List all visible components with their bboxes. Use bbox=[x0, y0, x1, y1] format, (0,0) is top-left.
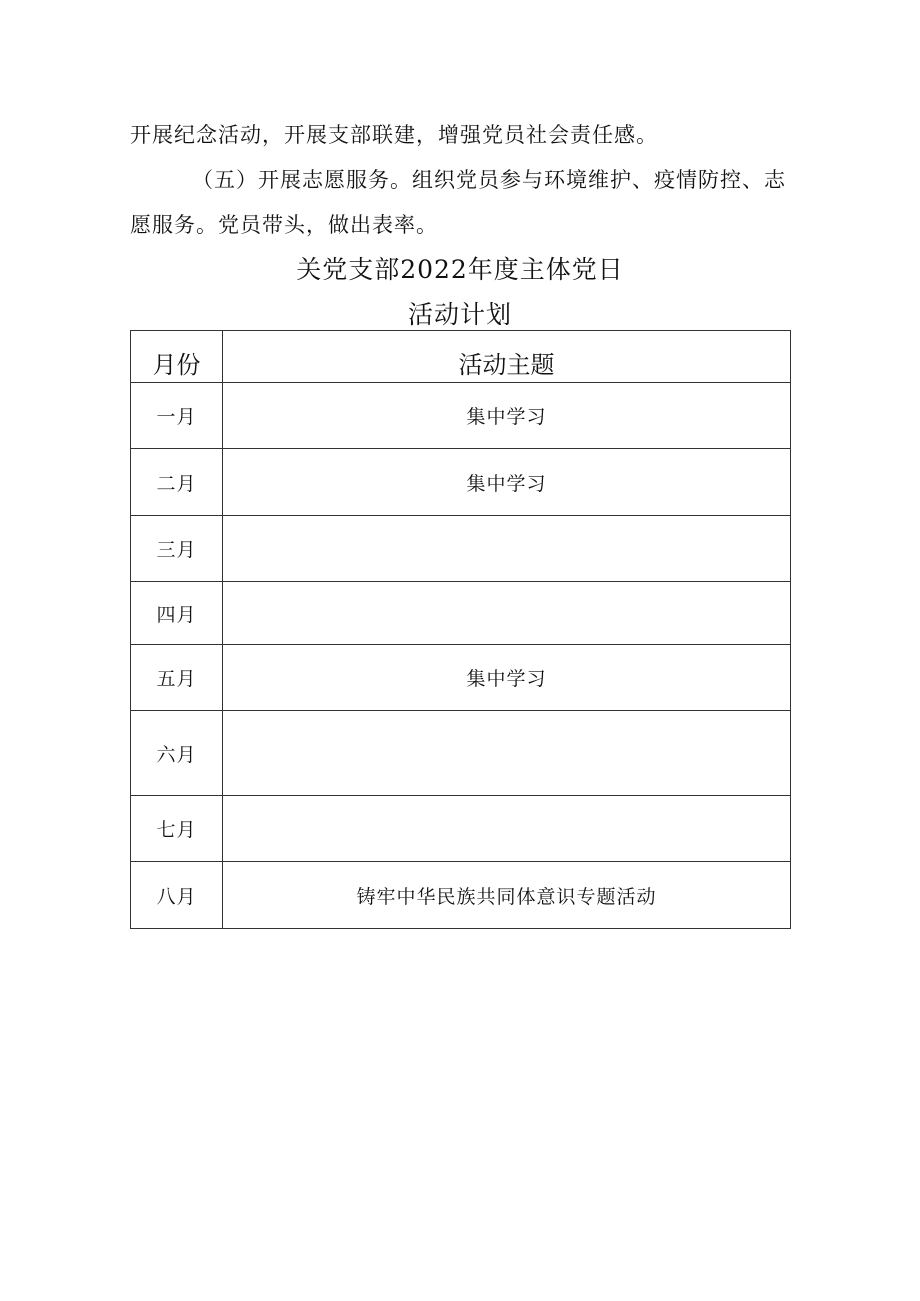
table-row bbox=[131, 516, 791, 582]
body-paragraph-1: 开展纪念活动，开展支部联建，增强党员社会责任感。 bbox=[130, 123, 658, 147]
month-cell: 二月 bbox=[131, 449, 223, 516]
document-title: 关党支部2022年度主体党日 bbox=[296, 255, 624, 284]
month-cell: 八月 bbox=[131, 862, 223, 929]
month-cell: 五月 bbox=[131, 645, 223, 711]
month-cell: 七月 bbox=[131, 796, 223, 862]
table-row bbox=[131, 711, 791, 796]
table-row bbox=[131, 449, 791, 516]
month-cell: 三月 bbox=[131, 516, 223, 582]
topic-cell: 集中学习 bbox=[223, 383, 791, 449]
table-header-row bbox=[131, 331, 791, 383]
topic-cell bbox=[223, 516, 791, 582]
document-subtitle: 活动计划 bbox=[407, 300, 512, 329]
month-cell: 一月 bbox=[131, 383, 223, 449]
header-month: 月份 bbox=[131, 331, 223, 383]
topic-cell: 铸牢中华民族共同体意识专题活动 bbox=[223, 862, 791, 929]
table-row bbox=[131, 796, 791, 862]
table-row bbox=[131, 383, 791, 449]
topic-cell bbox=[223, 711, 791, 796]
activity-plan-table bbox=[130, 330, 791, 929]
table-row bbox=[131, 862, 791, 929]
table-row bbox=[131, 582, 791, 645]
topic-cell bbox=[223, 796, 791, 862]
month-cell: 六月 bbox=[131, 711, 223, 796]
month-cell: 四月 bbox=[131, 582, 223, 645]
topic-cell bbox=[223, 582, 791, 645]
topic-cell: 集中学习 bbox=[223, 645, 791, 711]
table-row bbox=[131, 645, 791, 711]
header-topic: 活动主题 bbox=[223, 331, 791, 383]
body-paragraph-2: （五）开展志愿服务。组织党员参与环境维护、疫情防控、志愿服务。党员带头，做出表率。 bbox=[130, 168, 786, 237]
topic-cell: 集中学习 bbox=[223, 449, 791, 516]
